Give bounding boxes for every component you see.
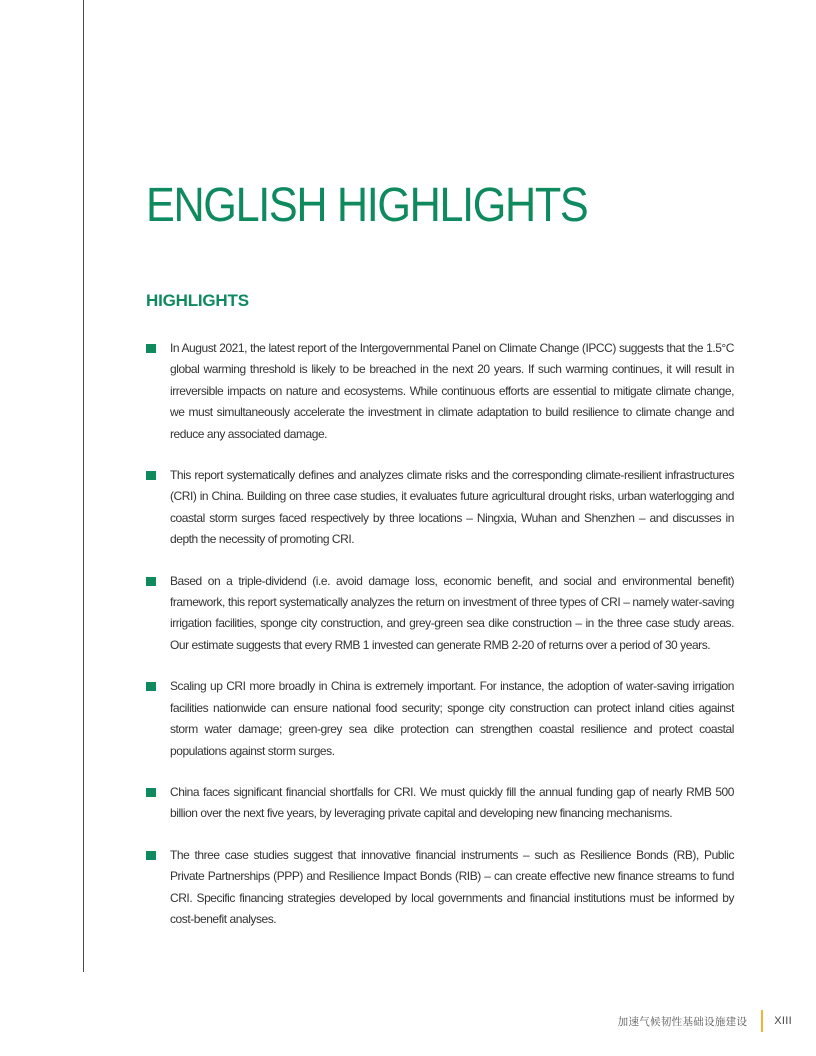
- list-item: [146, 782, 734, 825]
- square-bullet-icon: [146, 682, 156, 691]
- page-footer: [618, 1010, 792, 1032]
- list-item-text: The three case studies suggest that innovative financial instruments – such as Resilience Bonds (RB), Public Private Partnerships (PPP) and Resilience Impact Bonds (RIB) – can create effective new finance streams to fund CRI. Specific financing strategies developed by local governments and financial institutions must be informed by cost-benefit analyses.: [170, 847, 734, 926]
- list-item-text: Scaling up CRI more broadly in China is extremely important. For instance, the adoption of water-saving irrigation facilities nationwide can ensure national food security; sponge city construction can protect inland cities against storm water damage; green-grey sea dike protection can strengthen coastal resilience and protect coastal populations against storm surges.: [170, 679, 734, 758]
- list-item: [146, 465, 734, 551]
- square-bullet-icon: [146, 851, 156, 860]
- list-item-text: This report systematically defines and analyzes climate risks and the corresponding climate-resilient infrastructures (CRI) in China. Building on three case studies, it evaluates future agricultural drought risks, urban waterlogging and coastal storm surges faced respectively by three locations – Ningxia, Wuhan and Shenzhen – and discusses in depth the necessity of promoting CRI.: [170, 468, 734, 547]
- square-bullet-icon: [146, 344, 156, 353]
- list-item: [146, 571, 734, 657]
- list-item: [146, 676, 734, 762]
- footer-separator: [761, 1010, 763, 1032]
- square-bullet-icon: [146, 471, 156, 480]
- list-item: [146, 338, 734, 445]
- left-margin-rule: [83, 0, 84, 972]
- list-item-text: China faces significant financial shortfalls for CRI. We must quickly fill the annual funding gap of nearly RMB 500 billion over the next five years, by leveraging private capital and developing new financing mechanisms.: [170, 784, 734, 821]
- page-number: XIII: [774, 1015, 792, 1027]
- list-item-text: In August 2021, the latest report of the Intergovernmental Panel on Climate Change (IPCC) suggests that the 1.5°C global warming threshold is likely to be breached in the next 20 years. If such warming continues, it will result in irreversible impacts on nature and ecosystems. While continuous efforts are essential to mitigate climate change, we must simultaneously accelerate the investment in climate adaptation to build resilience to climate change and reduce any associated damage.: [170, 341, 734, 441]
- list-item-text: Based on a triple-dividend (i.e. avoid damage loss, economic benefit, and social and environmental benefit) framework, this report systematically analyzes the return on investment of three types of CRI – namely water-saving irrigation facilities, sponge city construction, and grey-green sea dike construction – in the three case study areas. Our estimate suggests that every RMB 1 invested can generate RMB 2-20 of returns over a period of 30 years.: [170, 573, 734, 652]
- footer-title: 加速气候韧性基础设施建设: [617, 1015, 748, 1028]
- list-item: [146, 845, 734, 931]
- page-title: ENGLISH HIGHLIGHTS: [146, 179, 588, 232]
- highlights-list: [146, 338, 734, 950]
- square-bullet-icon: [146, 577, 156, 586]
- square-bullet-icon: [146, 788, 156, 797]
- section-title: HIGHLIGHTS: [146, 291, 249, 310]
